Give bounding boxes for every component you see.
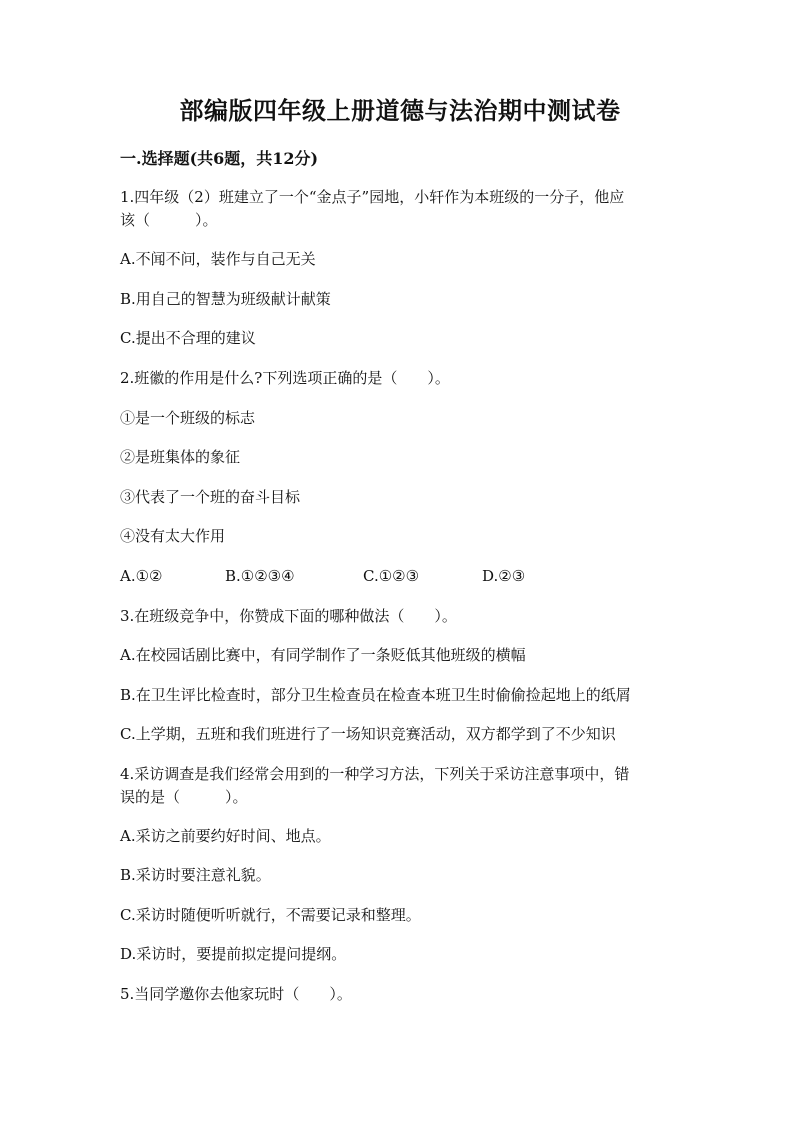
question-2-statement-1: ①是一个班级的标志 bbox=[120, 409, 256, 427]
question-2-statement-4: ④没有太大作用 bbox=[120, 527, 226, 545]
question-4-stem-line-2: 误的是（ ）。 bbox=[120, 788, 248, 806]
question-4-option-a: A.采访之前要约好时间、地点。 bbox=[120, 827, 331, 845]
question-3-option-c: C.上学期，五班和我们班进行了一场知识竞赛活动，双方都学到了不少知识 bbox=[120, 725, 616, 743]
question-5-stem: 5.当同学邀你去他家玩时（ ）。 bbox=[120, 985, 352, 1003]
question-2-statement-3: ③代表了一个班的奋斗目标 bbox=[120, 488, 301, 506]
question-4-option-c: C.采访时随便听听就行，不需要记录和整理。 bbox=[120, 906, 421, 924]
question-3-option-b: B.在卫生评比检查时，部分卫生检查员在检查本班卫生时偷偷捡起地上的纸屑 bbox=[120, 686, 631, 704]
question-1-option-b: B.用自己的智慧为班级献计献策 bbox=[120, 290, 331, 308]
question-4-option-b: B.采访时要注意礼貌。 bbox=[120, 866, 271, 884]
question-2-options-row bbox=[120, 563, 685, 589]
question-1-option-a: A.不闻不问，装作与自己无关 bbox=[120, 250, 316, 268]
question-2-option-b: B.①②③④ bbox=[225, 567, 295, 585]
question-2-option-a: A.①② bbox=[120, 567, 163, 585]
section-heading: 一.选择题(共6题，共12分) bbox=[120, 149, 319, 168]
question-2-option-c: C.①②③ bbox=[363, 567, 420, 585]
question-3-option-a: A.在校园话剧比赛中，有同学制作了一条贬低其他班级的横幅 bbox=[120, 646, 526, 664]
question-2-stem: 2.班徽的作用是什么?下列选项正确的是（ ）。 bbox=[120, 369, 450, 387]
question-4-option-d: D.采访时，要提前拟定提问提纲。 bbox=[120, 945, 347, 963]
question-2-option-d: D.②③ bbox=[482, 567, 526, 585]
question-3-stem: 3.在班级竞争中，你赞成下面的哪种做法（ ）。 bbox=[120, 607, 457, 625]
question-1-stem-line-1: 1.四年级（2）班建立了一个“金点子”园地，小轩作为本班级的一分子，他应 bbox=[120, 188, 625, 206]
question-1-option-c: C.提出不合理的建议 bbox=[120, 329, 256, 347]
question-4-stem-line-1: 4.采访调查是我们经常会用到的一种学习方法，下列关于采访注意事项中，错 bbox=[120, 765, 630, 783]
question-1-stem-line-2: 该（ ）。 bbox=[120, 211, 218, 229]
page-title: 部编版四年级上册道德与法治期中测试卷 bbox=[179, 96, 621, 125]
question-2-statement-2: ②是班集体的象征 bbox=[120, 448, 241, 466]
